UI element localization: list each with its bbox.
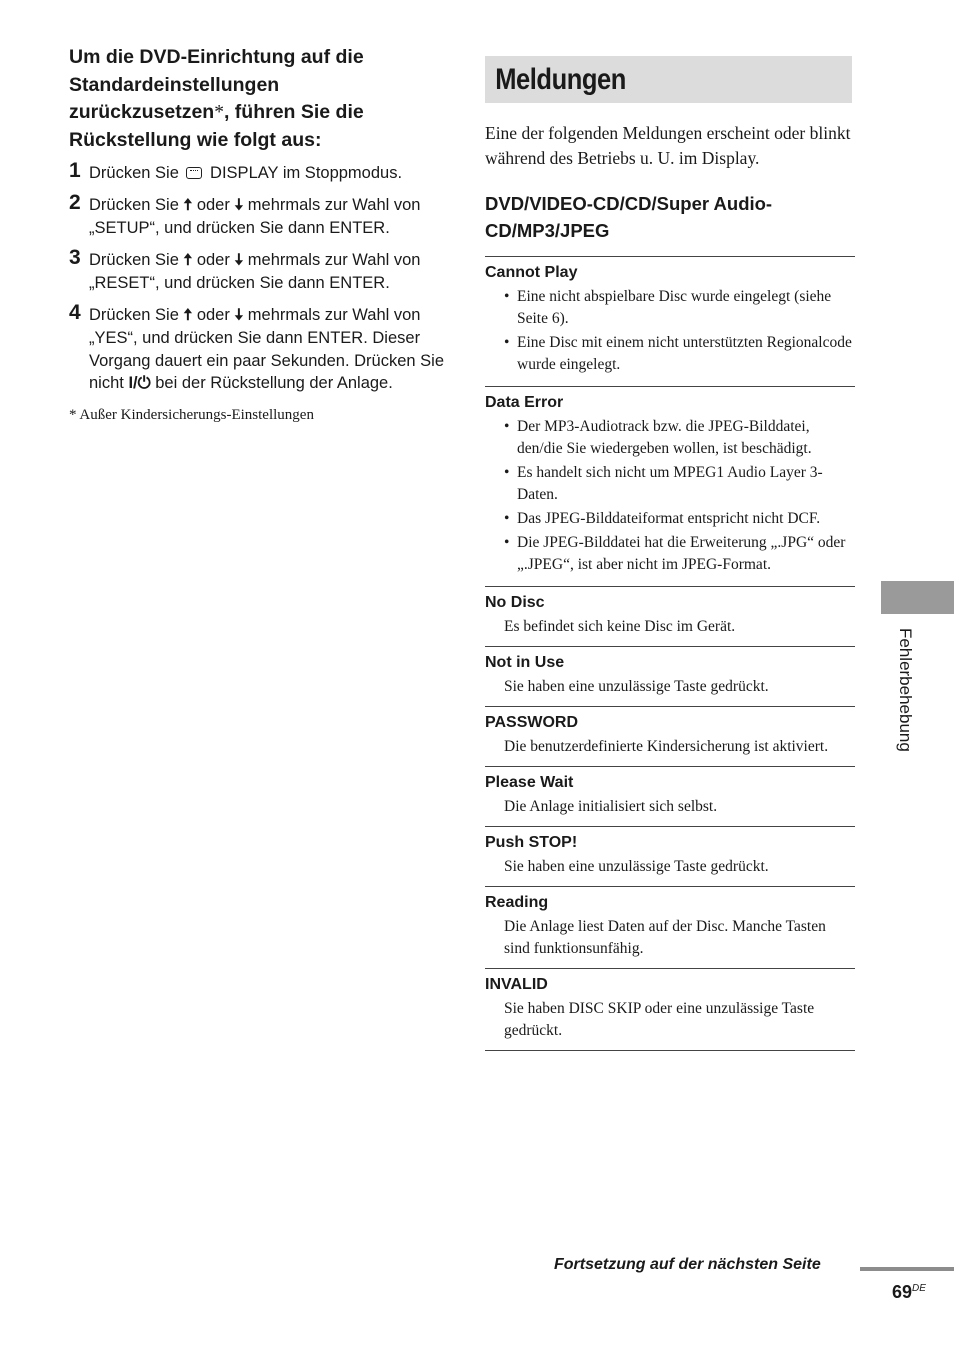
message-entry: [485, 766, 855, 826]
message-title: INVALID: [485, 976, 548, 993]
step-3: [69, 245, 444, 295]
message-description: Es befindet sich keine Disc im Gerät.: [504, 618, 736, 635]
step-text: mehrmals zur Wahl von „RESET“, und drücken Sie dann ENTER.: [89, 250, 421, 292]
step-text: Drücken Sie: [89, 250, 184, 269]
right-column: [485, 56, 855, 1051]
message-title: Reading: [485, 894, 549, 911]
message-bullets: [485, 416, 855, 576]
step-1: [69, 159, 444, 185]
step-text: bei der Rückstellung der Anlage.: [150, 374, 393, 392]
down-arrow-icon: 🠇: [234, 196, 244, 214]
message-title: Push STOP!: [485, 834, 578, 851]
heading-main: Um die DVD-Einrichtung auf die Standardeinstellungen zurückzusetzen: [69, 46, 364, 123]
step-number: 2: [69, 190, 81, 214]
continue-line: [860, 1267, 954, 1271]
message-entry: [485, 256, 855, 386]
step-text: Drücken Sie: [89, 195, 184, 214]
down-arrow-icon: 🠇: [234, 251, 244, 269]
up-arrow-icon: 🠅: [183, 196, 193, 214]
message-description: Sie haben DISC SKIP oder eine unzulässige Taste gedrückt.: [504, 1000, 815, 1039]
power-icon: I/⏻: [128, 374, 151, 392]
step-number: 1: [69, 159, 81, 182]
list-item: • Der MP3-Audiotrack bzw. die JPEG-Bilddatei, den/die Sie wiedergeben wollen, ist beschädigt.: [517, 416, 855, 460]
step-text: oder: [192, 195, 235, 214]
down-arrow-icon: 🠇: [234, 306, 244, 324]
section-heading: [69, 44, 444, 154]
step-number: 4: [69, 300, 81, 324]
intro-text: Eine der folgenden Meldungen erscheint oder blinkt während des Betriebs u. U. im Display.: [485, 123, 851, 168]
list-item: • Die JPEG-Bilddatei hat die Erweiterung „.JPG“ oder „.JPEG“, ist aber nicht im JPEG-Format.: [517, 532, 855, 576]
step-text: oder: [192, 305, 235, 324]
side-label-text: Fehlerbehebung: [896, 628, 915, 752]
list-item: • Eine Disc mit einem nicht unterstützten Regionalcode wurde eingelegt.: [517, 332, 855, 376]
step-2: [69, 190, 444, 240]
message-entry: [485, 386, 855, 586]
message-description: Die Anlage initialisiert sich selbst.: [504, 798, 718, 815]
step-text: DISPLAY im Stoppmodus.: [205, 164, 403, 182]
message-description: Sie haben eine unzulässige Taste gedrückt.: [504, 678, 769, 695]
message-entry: [485, 706, 855, 766]
footnote: * Außer Kindersicherungs-Einstellungen: [69, 406, 314, 423]
message-title: Not in Use: [485, 654, 565, 671]
message-description: Sie haben eine unzulässige Taste gedrückt.: [504, 858, 769, 875]
list-item: • Es handelt sich nicht um MPEG1 Audio Layer 3-Daten.: [517, 462, 855, 506]
heading-asterisk: *: [214, 102, 224, 123]
message-description: Die Anlage liest Daten auf der Disc. Manche Tasten sind funktionsunfähig.: [504, 918, 826, 957]
list-item: • Eine nicht abspielbare Disc wurde eingelegt (siehe Seite 6).: [517, 286, 855, 330]
step-text: mehrmals zur Wahl von „SETUP“, und drücken Sie dann ENTER.: [89, 195, 421, 237]
page-number-value: 69: [892, 1282, 913, 1302]
message-title: No Disc: [485, 594, 545, 611]
message-description: Die benutzerdefinierte Kindersicherung ist aktiviert.: [504, 738, 829, 755]
left-column: [69, 44, 444, 424]
message-entry: [485, 886, 855, 968]
message-bullets: [485, 286, 855, 376]
up-arrow-icon: 🠅: [183, 306, 193, 324]
continue-note: Fortsetzung auf der nächsten Seite: [554, 1256, 821, 1273]
message-entry: [485, 826, 855, 886]
list-item: • Das JPEG-Bilddateiformat entspricht nicht DCF.: [517, 508, 855, 530]
message-entry: [485, 586, 855, 646]
message-title: Cannot Play: [485, 264, 578, 281]
heading-rest: , führen Sie die Rückstellung wie folgt aus:: [69, 101, 364, 151]
step-4: [69, 300, 444, 395]
step-text: mehrmals zur Wahl von „YES“, und drücken Sie dann ENTER. Dieser Vorgang dauert ein paar Sekunden. Drücken Sie nicht: [89, 305, 444, 392]
title-banner: [485, 56, 852, 103]
message-title: Data Error: [485, 394, 564, 411]
message-entry: [485, 646, 855, 706]
side-section-label: [887, 628, 917, 798]
page-title: Meldungen: [495, 62, 626, 96]
display-button-icon: [186, 167, 202, 179]
up-arrow-icon: 🠅: [183, 251, 193, 269]
message-title: PASSWORD: [485, 714, 579, 731]
section-tab-marker: [881, 581, 954, 614]
step-number: 3: [69, 245, 81, 269]
step-text: Drücken Sie: [89, 164, 184, 182]
page-number: [892, 1282, 926, 1303]
page-language-suffix: DE: [912, 1283, 926, 1294]
step-text: oder: [192, 250, 235, 269]
step-text: Drücken Sie: [89, 305, 184, 324]
message-entry: [485, 968, 855, 1050]
message-title: Please Wait: [485, 774, 574, 791]
message-table: [485, 256, 855, 1051]
subsection-heading: DVD/VIDEO-CD/CD/Super Audio-CD/MP3/JPEG: [485, 193, 773, 241]
